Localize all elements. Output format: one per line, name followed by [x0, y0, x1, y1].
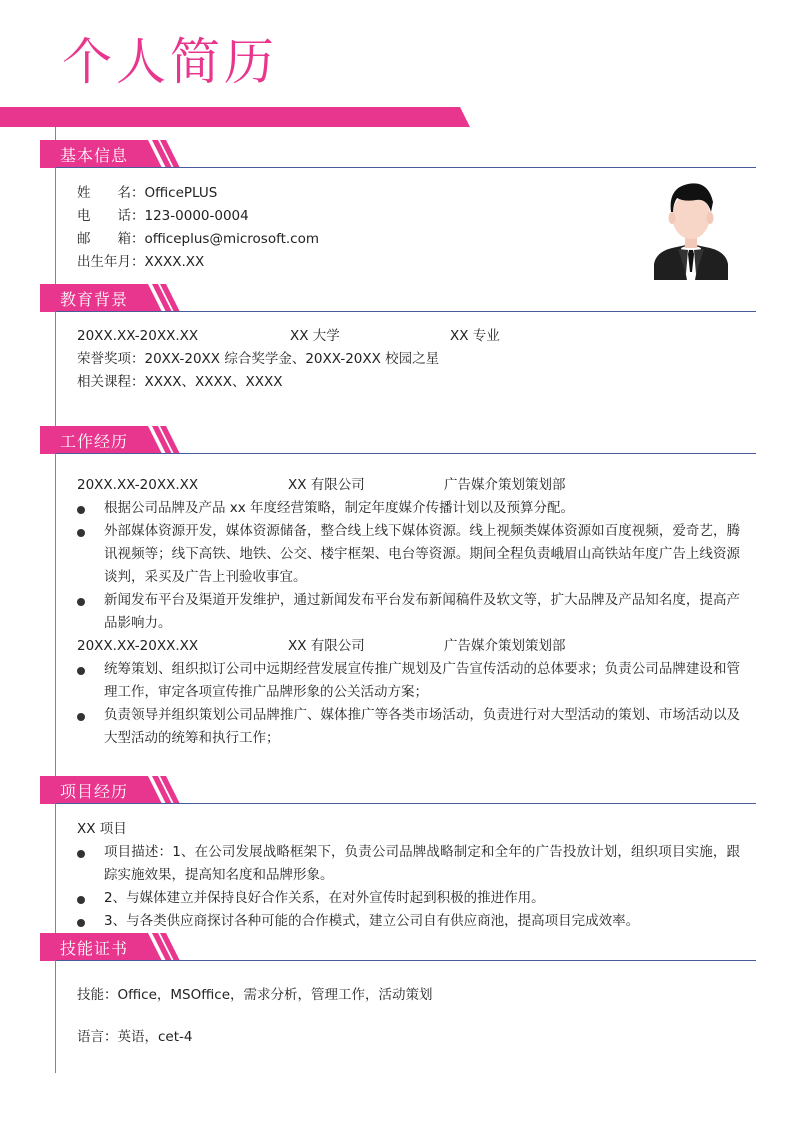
work-company: XX 有限公司 [288, 638, 365, 654]
section-divider [56, 803, 756, 804]
birth-label: 出生年月： [77, 254, 145, 270]
email-value: officeplus@microsoft.com [144, 231, 320, 247]
edu-honors: 荣誉奖项：20XX-20XX 综合奖学金、20XX-20XX 校园之星 [77, 351, 440, 367]
name-row [77, 182, 217, 205]
work-bullet: 统筹策划、组织拟订公司中远期经营发展宣传推广规划及广告宣传活动的总体要求；负责公司品牌建设和管理工作，审定各项宣传推广品牌形象的公关活动方案； [104, 661, 740, 700]
work-dept: 广告媒介策划策划部 [444, 477, 566, 493]
section-divider [56, 453, 756, 454]
name-value: OfficePLUS [144, 185, 218, 201]
email-label: 邮 箱： [77, 231, 145, 247]
header-bar [0, 107, 470, 127]
project-bullet: 2、与媒体建立并保持良好合作关系，在对外宣传时起到积极的推进作用。 [104, 890, 545, 906]
birth-value: XXXX.XX [144, 254, 205, 270]
bullet-dot [77, 529, 85, 537]
section-header-education [40, 284, 180, 312]
edu-date: 20XX.XX-20XX.XX [77, 328, 199, 344]
bullet-dot [77, 506, 85, 514]
work-date: 20XX.XX-20XX.XX [77, 477, 199, 493]
bullet-dot [77, 896, 85, 904]
project-bullet: 项目描述：1、在公司发展战略框架下，负责公司品牌战略制定和全年的广告投放计划，组织项目实施，跟踪实施效果，提高知名度和品牌形象。 [104, 844, 740, 883]
language-line: 语言：英语，cet-4 [77, 1029, 193, 1045]
section-divider [56, 960, 756, 961]
work-bullet: 新闻发布平台及渠道开发维护，通过新闻发布平台发布新闻稿件及软文等，扩大品牌及产品知名度，提高产品影响力。 [104, 592, 740, 631]
bullet-dot [77, 598, 85, 606]
project-bullet: 3、与各类供应商探讨各种可能的合作模式，建立公司自有供应商池，提高项目完成效率。 [104, 913, 640, 929]
section-divider [56, 311, 756, 312]
section-header-skills [40, 933, 180, 961]
email-row [77, 228, 319, 251]
work-bullet: 负责领导并组织策划公司品牌推广、媒体推广等各类市场活动，负责进行对大型活动的策划、市场活动以及大型活动的统筹和执行工作； [104, 707, 740, 746]
section-title: 项目经历 [60, 782, 129, 801]
skills-line: 技能：Office，MSOffice，需求分析，管理工作，活动策划 [77, 987, 433, 1003]
edu-courses: 相关课程：XXXX、XXXX、XXXX [77, 374, 283, 390]
work-date: 20XX.XX-20XX.XX [77, 638, 199, 654]
bullet-dot [77, 667, 85, 675]
phone-label: 电 话： [77, 208, 145, 224]
bullet-dot [77, 850, 85, 858]
section-title: 教育背景 [60, 290, 129, 309]
work-company: XX 有限公司 [288, 477, 365, 493]
work-bullet: 外部媒体资源开发，媒体资源储备，整合线上线下媒体资源。线上视频类媒体资源如百度视频，爱奇艺，腾讯视频等；线下高铁、地铁、公交、楼宇框架、电台等资源。期间全程负责峨眉山高铁站年度广告上线资源谈判，采买及广告上刊验收事宜。 [104, 523, 740, 585]
birth-row [77, 251, 204, 274]
project-name: XX 项目 [77, 821, 127, 837]
name-label: 姓 名： [77, 185, 145, 201]
bullet-dot [77, 713, 85, 721]
section-title: 技能证书 [60, 939, 129, 958]
timeline-line [55, 127, 56, 1073]
section-title: 基本信息 [60, 146, 129, 165]
section-header-work [40, 426, 180, 454]
edu-major: XX 专业 [450, 328, 500, 344]
section-divider [56, 167, 756, 168]
bullet-dot [77, 919, 85, 927]
page-title: 个人简历 [62, 33, 278, 91]
phone-row [77, 205, 249, 228]
work-dept: 广告媒介策划策划部 [444, 638, 566, 654]
phone-value: 123-0000-0004 [144, 208, 249, 224]
work-bullet: 根据公司品牌及产品 xx 年度经营策略，制定年度媒介传播计划以及预算分配。 [104, 500, 575, 516]
section-header-basic [40, 140, 180, 168]
person-avatar-icon [650, 178, 732, 280]
section-title: 工作经历 [60, 432, 129, 451]
section-header-project [40, 776, 180, 804]
edu-school: XX 大学 [290, 328, 340, 344]
